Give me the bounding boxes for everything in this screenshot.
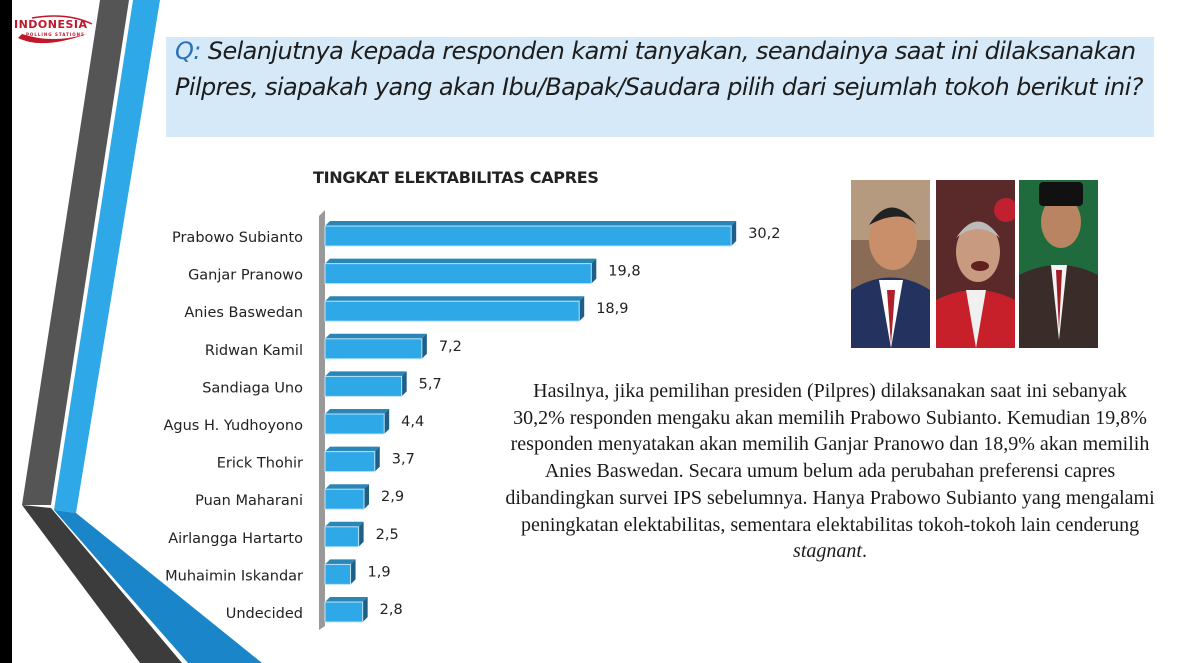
- bar: [325, 301, 579, 321]
- question-body: Selanjutnya kepada responden kami tanyakan, seandainya saat ini dilaksanakan Pilpres, siapakah yang akan Ibu/Bapak/Saudara pilih dari sejumlah tokoh berikut ini?: [175, 37, 1143, 101]
- data-label: 2,9: [381, 489, 405, 506]
- data-label: 30,2: [748, 226, 781, 242]
- bar-top-face: [325, 371, 407, 376]
- category-label: Erick Thohir: [216, 455, 303, 472]
- question-prefix: Q:: [175, 37, 208, 65]
- bar-top-face: [325, 484, 369, 489]
- axis-wall: [319, 210, 325, 630]
- bar-top-face: [325, 447, 380, 452]
- bar-top-face: [325, 409, 389, 414]
- bar: [325, 226, 731, 246]
- portrait-image: [1019, 180, 1098, 348]
- portrait-image: [851, 180, 930, 348]
- data-label: 2,8: [379, 602, 403, 618]
- bar-top-face: [325, 597, 368, 602]
- bar-top-face: [325, 221, 736, 226]
- photo-prabowo: [851, 180, 930, 348]
- bar-top-face: [325, 259, 596, 264]
- data-label: 18,9: [596, 301, 629, 318]
- bar: [325, 602, 363, 622]
- category-label: Agus H. Yudhoyono: [163, 418, 303, 434]
- bar: [325, 414, 384, 434]
- bar-top-face: [325, 334, 427, 339]
- bar: [325, 527, 359, 547]
- data-label: 4,4: [401, 414, 425, 430]
- bar-top-face: [325, 522, 364, 527]
- logo-subtitle: POLLING STATIONS: [26, 32, 85, 37]
- bar-top-face: [325, 296, 584, 301]
- data-label: 3,7: [391, 451, 415, 468]
- data-label: 7,2: [438, 338, 462, 355]
- bar: [325, 264, 591, 284]
- portrait-image: [936, 180, 1015, 348]
- photo-ganjar: [936, 180, 1015, 348]
- summary-paragraph: [505, 378, 1155, 565]
- bar: [325, 564, 351, 584]
- category-label: Anies Baswedan: [184, 305, 303, 322]
- bar: [325, 489, 364, 509]
- bar: [325, 339, 422, 359]
- data-label: 1,9: [367, 564, 391, 581]
- category-label: Airlangga Hartarto: [168, 530, 303, 547]
- category-label: Muhaimin Iskandar: [165, 568, 303, 585]
- summary-italic-word: stagnant: [793, 540, 862, 563]
- category-label: Undecided: [225, 606, 303, 622]
- photo-anies: [1019, 180, 1098, 348]
- category-label: Prabowo Subianto: [171, 230, 303, 246]
- logo-text: INDONESIA: [14, 18, 88, 31]
- data-label: 5,7: [418, 376, 442, 393]
- category-label: Sandiaga Uno: [202, 380, 303, 397]
- summary-end: .: [861, 540, 867, 563]
- chart-title: TINGKAT ELEKTABILITAS CAPRES: [313, 168, 599, 187]
- category-label: Ridwan Kamil: [204, 342, 303, 359]
- bar: [325, 376, 402, 396]
- data-label: 19,8: [608, 263, 641, 280]
- bar-top-face: [325, 559, 356, 564]
- bar: [325, 452, 375, 472]
- category-label: Ganjar Pranowo: [188, 267, 303, 284]
- data-label: 2,5: [375, 526, 399, 543]
- summary-text: Hasilnya, jika pemilihan presiden (Pilpres) dilaksanakan saat ini sebanyak 30,2% responden mengaku akan memilih Prabowo Subianto. Kemudian 19,8% responden menyatakan akan memilih Ganjar Pranowo dan 18,9% akan memilih Anies Baswedan. Secara umum belum ada perubahan preferensi capres dibandingkan survei IPS sebelumnya. Hanya Prabowo Subianto yang mengalami peningkatan elektabilitas, sementara elektabilitas tokoh-tokoh lain cenderung: [505, 380, 1155, 536]
- category-label: Puan Maharani: [195, 493, 303, 510]
